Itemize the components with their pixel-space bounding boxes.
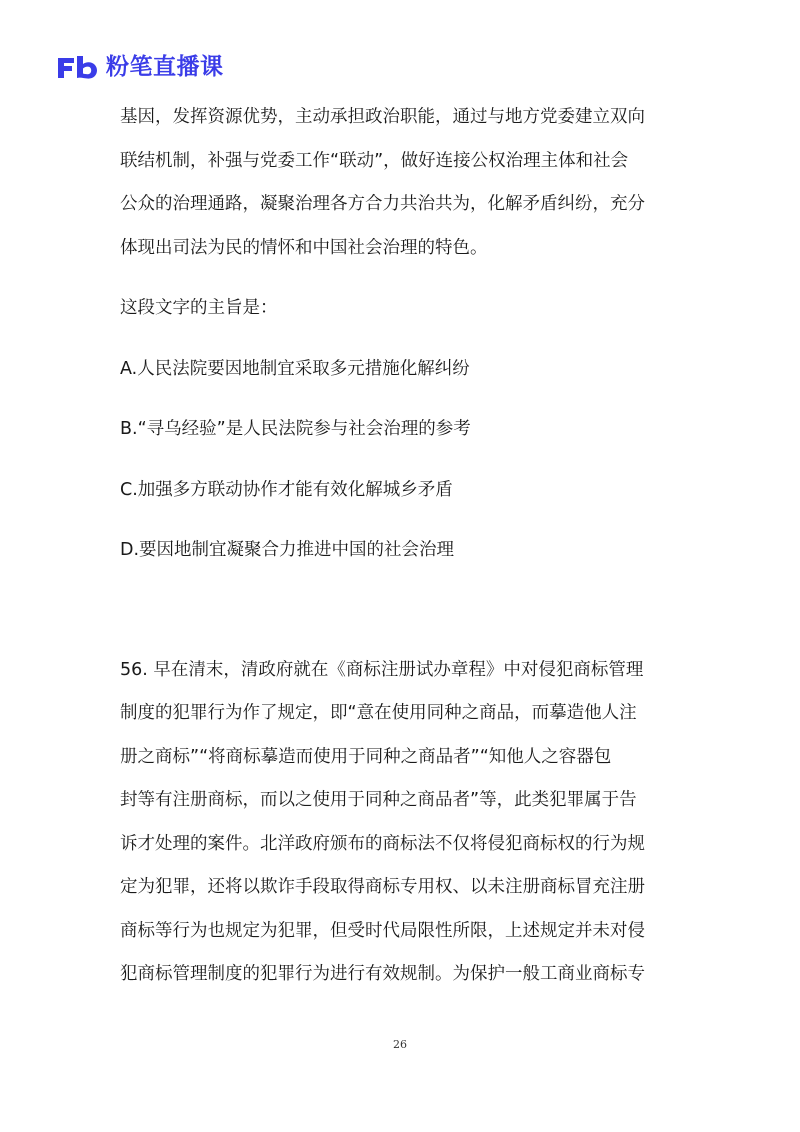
question-line: 商标等行为也规定为犯罪，但受时代局限性所限，上述规定并未对侵: [120, 920, 645, 941]
page-number: 26: [393, 1038, 407, 1051]
question-56: [120, 649, 680, 997]
brand-name: 粉笔直播课: [106, 54, 224, 80]
option-d: [120, 529, 680, 573]
question-line: 定为犯罪，还将以欺诈手段取得商标专用权、以未注册商标冒充注册: [120, 877, 645, 897]
question-prompt-text: 这段文字的主旨是：: [120, 298, 278, 318]
question-line: 犯商标管理制度的犯罪行为进行有效规制。为保护一般工商业商标专: [120, 964, 645, 984]
question-line: 册之商标”“将商标摹造而使用于同种之商品者”“知他人之容器包: [120, 746, 612, 767]
option-a: [120, 348, 680, 392]
option-b-text: B.“寻乌经验”是人民法院参与社会治理的参考: [120, 419, 471, 439]
question-line: 制度的犯罪行为作了规定，即“意在使用同种之商品，而摹造他人注: [120, 703, 637, 723]
fenbi-logo-icon: [56, 54, 100, 80]
brand-logo: [56, 52, 224, 82]
passage-line: 联结机制，补强与党委工作“联动”，做好连接公权治理主体和社会: [120, 150, 629, 171]
option-a-text: A.人民法院要因地制宜采取多元措施化解纠纷: [120, 358, 470, 379]
option-c-text: C.加强多方联动协作才能有效化解城乡矛盾: [120, 479, 453, 500]
option-c: [120, 469, 680, 513]
passage-line: 公众的治理通路，凝聚治理各方合力共治共为，化解矛盾纠纷，充分: [120, 194, 645, 214]
question-prompt: [120, 287, 680, 331]
question-line: 诉才处理的案件。北洋政府颁布的商标法不仅将侵犯商标权的行为规: [120, 833, 645, 854]
question-line: 56. 早在清末，清政府就在《商标注册试办章程》中对侵犯商标管理: [120, 659, 644, 680]
passage-continuation: [120, 96, 680, 270]
option-d-text: D.要因地制宜凝聚合力推进中国的社会治理: [120, 540, 455, 560]
passage-line: 体现出司法为民的情怀和中国社会治理的特色。: [120, 237, 488, 258]
passage-line: 基因，发挥资源优势，主动承担政治职能，通过与地方党委建立双向: [120, 107, 645, 127]
page-content: [120, 96, 680, 997]
question-line: 封等有注册商标，而以之使用于同种之商品者”等，此类犯罪属于告: [120, 790, 637, 810]
option-b: [120, 408, 680, 452]
